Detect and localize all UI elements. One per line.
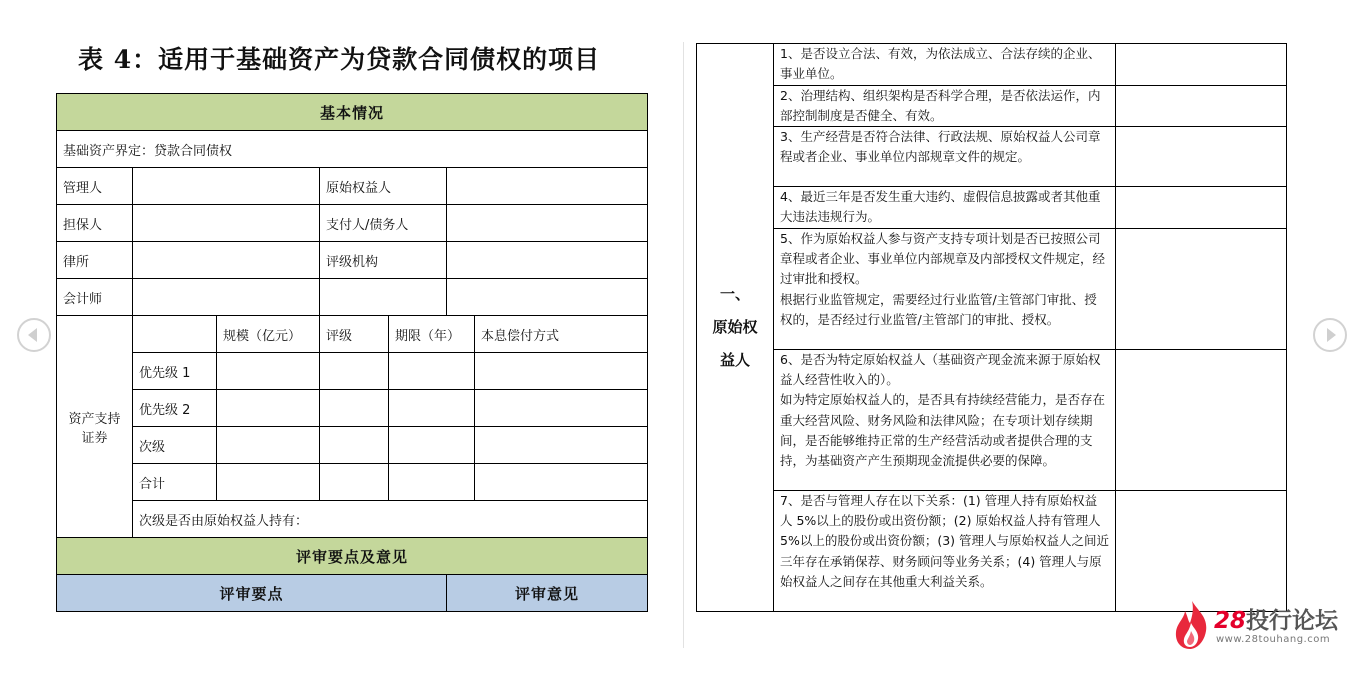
- law-firm-value: [133, 242, 320, 279]
- next-page-button[interactable]: [1313, 318, 1347, 352]
- page-title: 表 4：适用于基础资产为贷款合同债权的项目: [78, 45, 601, 74]
- col-size: 规模（亿元）: [217, 316, 320, 353]
- chevron-right-icon: [1327, 328, 1336, 342]
- review-point-text: 7、是否与管理人存在以下关系：(1) 管理人持有原始权益人 5%以上的股份或出资份额；(2) 原始权益人持有管理人 5%以上的股份或出资份额；(3) 管理人与原始权益人之间近三年存在承销保荐、财务顾问等业务关系；(4) 管理人与原始权益人之间存在其他重大利益关系。: [780, 492, 1110, 589]
- watermark-logo: [1172, 599, 1342, 651]
- review-point-item: [774, 127, 1116, 187]
- review-point-item: [774, 187, 1116, 229]
- review-header: 评审要点及意见: [57, 538, 648, 575]
- review-point-text: 3、生产经营是否符合法律、行政法规、原始权益人公司章程或者企业、事业单位内部规章文件的规定。: [780, 129, 1101, 165]
- col-term: 期限（年）: [389, 316, 475, 353]
- asset-definition: 基础资产界定：贷款合同债权: [57, 131, 648, 168]
- accountant-empty-1: [320, 279, 447, 316]
- review-point-text: 1、是否设立合法、有效，为依法成立、合法存续的企业、事业单位。: [780, 46, 1101, 82]
- review-point-text: 如为特定原始权益人的，是否具有持续经营能力，是否存在重大经营风险、财务风险和法律风险；在专项计划存续期间，是否能够维持正常的生产经营活动或者提供合理的支持，为基础资产产生预期现金流提供必要的保障。: [780, 392, 1106, 469]
- rating-agency-label: 评级机构: [320, 242, 447, 279]
- review-opinion-label: 评审意见: [447, 575, 648, 612]
- flame-icon: [1172, 599, 1212, 651]
- category-line: 一、: [719, 284, 750, 303]
- guarantor-label: 担保人: [57, 205, 133, 242]
- securities-label: 资产支持证券: [57, 316, 133, 538]
- review-point-text: 5、作为原始权益人参与资产支持专项计划是否已按照公司章程或者企业、事业单位内部规章及内部授权文件规定，经过审批和授权。: [780, 230, 1106, 287]
- subordinate-holder-note: 次级是否由原始权益人持有：: [133, 501, 648, 538]
- review-opinion-cell: [1116, 127, 1287, 187]
- payer-value: [447, 205, 648, 242]
- manager-value: [133, 168, 320, 205]
- watermark-brand: 28投行论坛: [1214, 608, 1339, 634]
- tranche-label: 次级: [133, 427, 217, 464]
- prev-page-button[interactable]: [17, 318, 51, 352]
- review-point-item: [774, 44, 1116, 86]
- category-line: 益人: [719, 350, 750, 369]
- review-point-item: [774, 85, 1116, 127]
- review-point-text: 4、最近三年是否发生重大违约、虚假信息披露或者其他重大违法违规行为。: [780, 189, 1101, 225]
- review-opinion-cell: [1116, 85, 1287, 127]
- payer-label: 支付人/债务人: [320, 205, 447, 242]
- col-repayment: 本息偿付方式: [475, 316, 648, 353]
- category-line: 原始权: [712, 317, 758, 336]
- watermark-url: www.28touhang.com: [1216, 634, 1331, 645]
- law-firm-label: 律所: [57, 242, 133, 279]
- tranche-label: 合计: [133, 464, 217, 501]
- page-divider: [683, 42, 684, 648]
- rating-agency-value: [447, 242, 648, 279]
- basic-info-table: [56, 93, 648, 612]
- tranche-label: 优先级 2: [133, 390, 217, 427]
- review-opinion-cell: [1116, 44, 1287, 86]
- review-opinion-cell: [1116, 228, 1287, 349]
- review-opinion-cell: [1116, 349, 1287, 490]
- review-point-text: 6、是否为特定原始权益人（基础资产现金流来源于原始权益人经营性收入的）。: [780, 351, 1101, 388]
- review-points-label: 评审要点: [57, 575, 447, 612]
- original-owner-label: 原始权益人: [320, 168, 447, 205]
- original-owner-value: [447, 168, 648, 205]
- basic-info-header: 基本情况: [57, 94, 648, 131]
- manager-label: 管理人: [57, 168, 133, 205]
- accountant-value: [133, 279, 320, 316]
- review-opinion-cell: [1116, 187, 1287, 229]
- review-point-item: [774, 349, 1116, 490]
- tranche-label: 优先级 1: [133, 353, 217, 390]
- review-point-text: 根据行业监管规定，需要经过行业监管/主管部门审批、授权的，是否经过行业监管/主管部门的审批、授权。: [780, 291, 1097, 327]
- category-cell: [697, 44, 774, 612]
- review-point-item: [774, 228, 1116, 349]
- col-rating: 评级: [320, 316, 389, 353]
- review-opinion-cell: [1116, 490, 1287, 611]
- review-point-item: [774, 490, 1116, 611]
- accountant-empty-2: [447, 279, 648, 316]
- review-points-table: [696, 43, 1287, 612]
- guarantor-value: [133, 205, 320, 242]
- accountant-label: 会计师: [57, 279, 133, 316]
- chevron-left-icon: [28, 328, 37, 342]
- review-point-text: 2、治理结构、组织架构是否科学合理，是否依法运作，内部控制制度是否健全、有效。: [780, 87, 1101, 123]
- securities-corner: [133, 316, 217, 353]
